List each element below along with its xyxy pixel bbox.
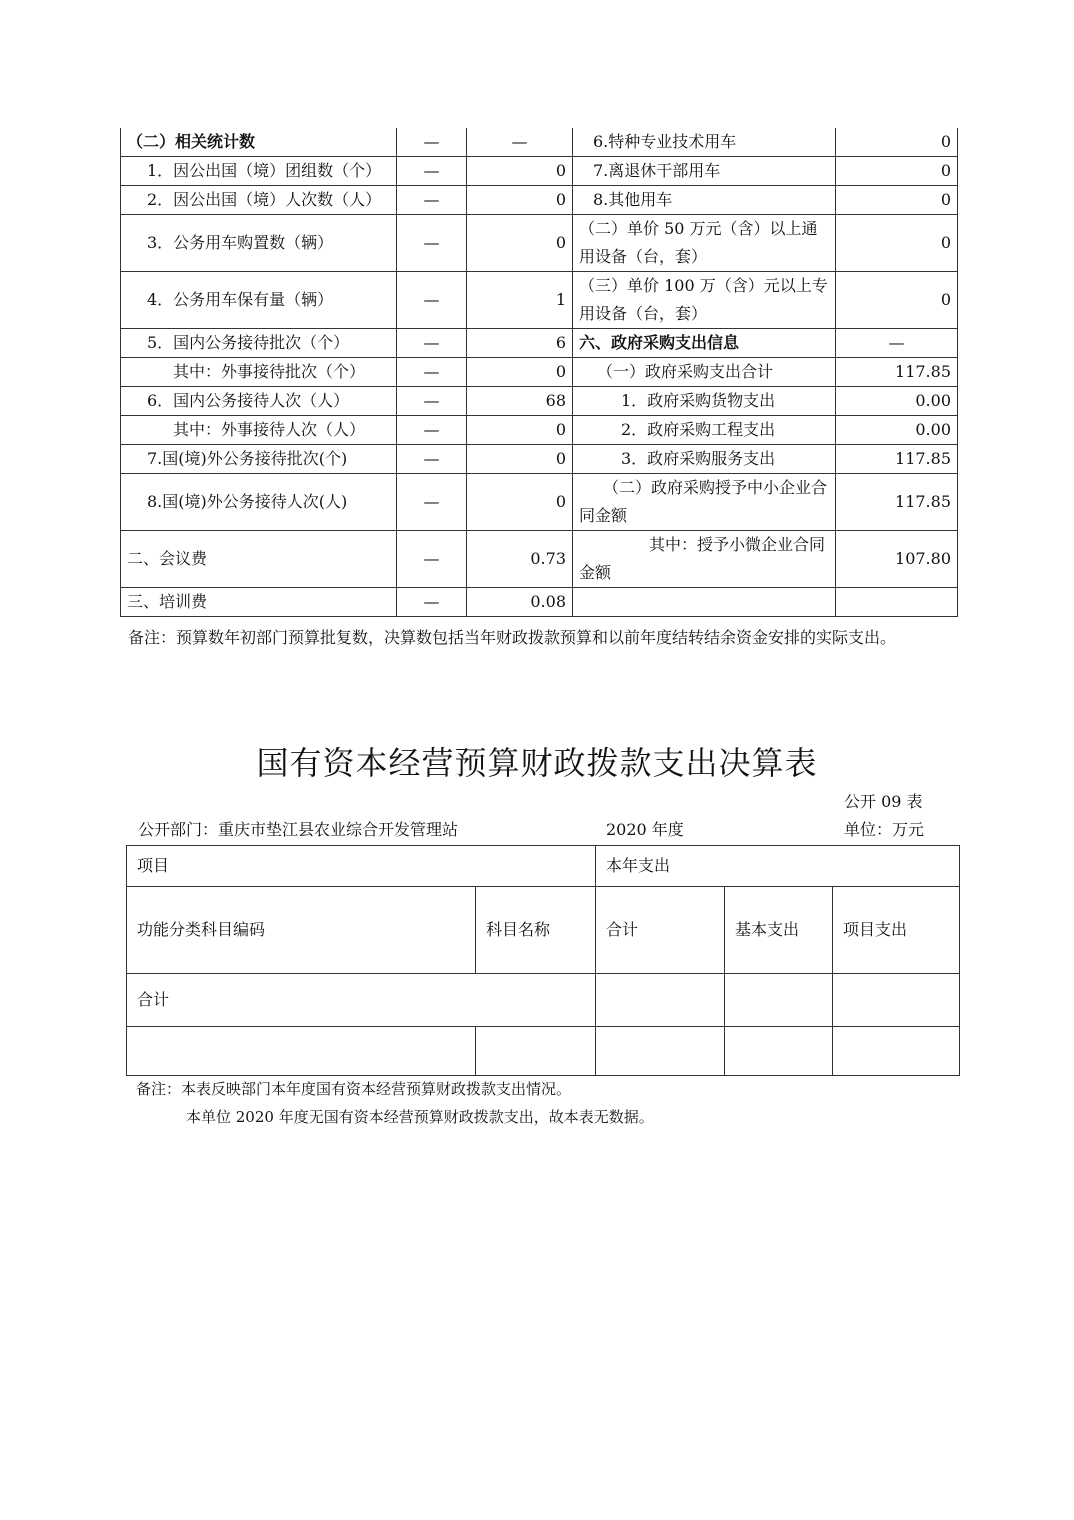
cell-label: （二）相关统计数 [121, 128, 397, 157]
cell-label-right: （二）单价 50 万元（含）以上通用设备（台，套） [573, 215, 836, 272]
cell-value-right: 117.85 [836, 474, 958, 531]
cell-label-right: 6.特种专业技术用车 [573, 128, 836, 157]
cell-value-right: 117.85 [836, 358, 958, 387]
cell-actual: 0 [467, 186, 573, 215]
year-label: 2020 年度 [606, 820, 684, 839]
cell-label: 5．国内公务接待批次（个） [121, 329, 397, 358]
cell-label: 6．国内公务接待人次（人） [121, 387, 397, 416]
table-row [121, 387, 958, 416]
cell-budget: — [397, 329, 467, 358]
cell-actual: 0.08 [467, 588, 573, 617]
cell-budget: — [397, 128, 467, 157]
cell-actual: 0 [467, 157, 573, 186]
cell-actual: — [467, 128, 573, 157]
cell-budget: — [397, 215, 467, 272]
cell-code [127, 1027, 476, 1076]
cell-budget: — [397, 358, 467, 387]
cell-label: 3．公务用车购置数（辆） [121, 215, 397, 272]
table-row [121, 329, 958, 358]
cell-budget: — [397, 387, 467, 416]
cell-actual: 0 [467, 445, 573, 474]
table-row [121, 445, 958, 474]
cell-budget: — [397, 272, 467, 329]
cell-total [596, 974, 725, 1027]
cell-label-right: 8.其他用车 [573, 186, 836, 215]
cell-label-right [573, 588, 836, 617]
cell-value-right: 0 [836, 128, 958, 157]
table-row [121, 157, 958, 186]
header-code: 功能分类科目编码 [127, 887, 476, 974]
header-basic: 基本支出 [725, 887, 833, 974]
page-title: 国有资本经营预算财政拨款支出决算表 [256, 744, 818, 782]
table-row [121, 416, 958, 445]
table-row [121, 215, 958, 272]
table-row [121, 186, 958, 215]
cell-label-right: （二）政府采购授予中小企业合同金额 [573, 474, 836, 531]
cell-label: 7.国(境)外公务接待批次(个) [121, 445, 397, 474]
table-row [121, 588, 958, 617]
cell-label: 二、会议费 [121, 531, 397, 588]
header-name: 科目名称 [476, 887, 596, 974]
cell-value-right: 0 [836, 186, 958, 215]
cell-label-right: 其中：授予小微企业合同金额 [573, 531, 836, 588]
cell-basic [725, 974, 833, 1027]
table-row [121, 358, 958, 387]
table1-note: 备注：预算数年初部门预算批复数，决算数包括当年财政拨款预算和以前年度结转结余资金安排的实际支出。 [128, 628, 897, 647]
cell-actual: 0 [467, 215, 573, 272]
cell-value-right: 0.00 [836, 387, 958, 416]
table-row [121, 474, 958, 531]
cell-budget: — [397, 186, 467, 215]
cell-label: 1．因公出国（境）团组数（个） [121, 157, 397, 186]
cell-value-right: 0 [836, 157, 958, 186]
table2-note-detail: 本单位 2020 年度无国有资本经营预算财政拨款支出，故本表无数据。 [186, 1108, 654, 1126]
cell-label-right: 1．政府采购货物支出 [573, 387, 836, 416]
cell-label: 8.国(境)外公务接待人次(人) [121, 474, 397, 531]
cell-item [833, 1027, 960, 1076]
table-header-row [127, 887, 960, 974]
unit-label: 单位：万元 [844, 820, 925, 839]
table-row [127, 1027, 960, 1076]
cell-actual: 0.73 [467, 531, 573, 588]
cell-budget: — [397, 416, 467, 445]
cell-budget: — [397, 157, 467, 186]
header-item: 项目支出 [833, 887, 960, 974]
cell-value-right: 0.00 [836, 416, 958, 445]
cell-value-right: 117.85 [836, 445, 958, 474]
cell-budget: — [397, 531, 467, 588]
cell-label: 其中：外事接待人次（人） [121, 416, 397, 445]
cell-value-right: 107.80 [836, 531, 958, 588]
cell-label-right: 2．政府采购工程支出 [573, 416, 836, 445]
cell-name [476, 1027, 596, 1076]
header-project: 项目 [127, 846, 596, 887]
table-row [121, 272, 958, 329]
cell-actual: 6 [467, 329, 573, 358]
total-row-label: 合计 [127, 974, 596, 1027]
header-total: 合计 [596, 887, 725, 974]
cell-label: 4．公务用车保有量（辆） [121, 272, 397, 329]
table-row [121, 531, 958, 588]
table-row [121, 128, 958, 157]
header-current-year: 本年支出 [596, 846, 960, 887]
cell-value-right: 0 [836, 215, 958, 272]
cell-label: 三、培训费 [121, 588, 397, 617]
table-header-row [127, 846, 960, 887]
table2-note: 备注：本表反映部门本年度国有资本经营预算财政拨款支出情况。 [136, 1080, 572, 1098]
statistics-table [120, 128, 958, 617]
cell-label-right: 六、政府采购支出信息 [573, 329, 836, 358]
cell-label-right: 7.离退休干部用车 [573, 157, 836, 186]
cell-basic [725, 1027, 833, 1076]
cell-value-right: 0 [836, 272, 958, 329]
cell-actual: 1 [467, 272, 573, 329]
cell-actual: 0 [467, 474, 573, 531]
cell-label-right: 3．政府采购服务支出 [573, 445, 836, 474]
cell-label: 2．因公出国（境）人次数（人） [121, 186, 397, 215]
table-number: 公开 09 表 [844, 792, 923, 811]
cell-actual: 0 [467, 416, 573, 445]
cell-budget: — [397, 474, 467, 531]
cell-value-right: — [836, 329, 958, 358]
department-label: 公开部门：重庆市垫江县农业综合开发管理站 [138, 820, 459, 839]
cell-label: 其中：外事接待批次（个） [121, 358, 397, 387]
cell-actual: 68 [467, 387, 573, 416]
cell-label-right: （三）单价 100 万（含）元以上专用设备（台，套） [573, 272, 836, 329]
state-capital-table [126, 845, 960, 1076]
cell-budget: — [397, 588, 467, 617]
cell-label-right: （一）政府采购支出合计 [573, 358, 836, 387]
cell-actual: 0 [467, 358, 573, 387]
cell-budget: — [397, 445, 467, 474]
table-row [127, 974, 960, 1027]
cell-total [596, 1027, 725, 1076]
cell-item [833, 974, 960, 1027]
cell-value-right [836, 588, 958, 617]
